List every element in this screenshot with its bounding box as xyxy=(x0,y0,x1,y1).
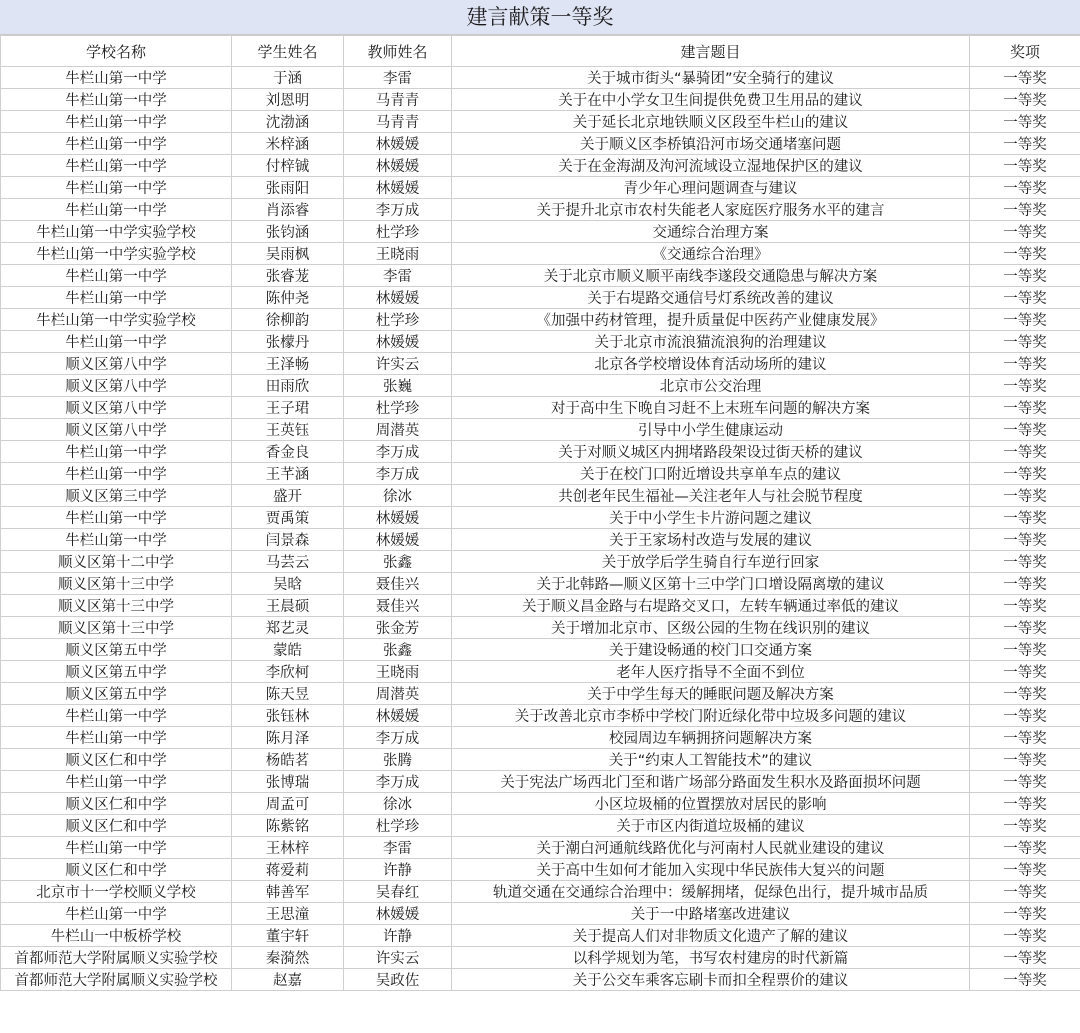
cell-award: 一等奖 xyxy=(970,111,1080,133)
table-row xyxy=(1,617,1080,639)
cell-topic: 关于市区内街道垃圾桶的建议 xyxy=(452,815,970,837)
header-school: 学校名称 xyxy=(1,36,232,67)
table-row xyxy=(1,837,1080,859)
cell-teacher: 杜学珍 xyxy=(344,397,452,419)
cell-award: 一等奖 xyxy=(970,177,1080,199)
table-row xyxy=(1,133,1080,155)
cell-teacher: 许静 xyxy=(344,925,452,947)
table-row xyxy=(1,595,1080,617)
cell-award: 一等奖 xyxy=(970,683,1080,705)
cell-award: 一等奖 xyxy=(970,639,1080,661)
cell-teacher: 周潜英 xyxy=(344,419,452,441)
cell-school: 牛栏山第一中学 xyxy=(1,265,232,287)
cell-award: 一等奖 xyxy=(970,353,1080,375)
table-row xyxy=(1,331,1080,353)
cell-teacher: 王晓雨 xyxy=(344,661,452,683)
cell-student: 杨皓茗 xyxy=(232,749,344,771)
cell-student: 赵嘉 xyxy=(232,969,344,991)
cell-student: 陈紫铭 xyxy=(232,815,344,837)
cell-student: 于涵 xyxy=(232,67,344,89)
cell-school: 牛栏山第一中学 xyxy=(1,177,232,199)
cell-teacher: 李雷 xyxy=(344,67,452,89)
cell-student: 张雨阳 xyxy=(232,177,344,199)
cell-topic: 轨道交通在交通综合治理中：缓解拥堵，促绿色出行，提升城市品质 xyxy=(452,881,970,903)
cell-topic: 关于中小学生卡片游问题之建议 xyxy=(452,507,970,529)
cell-award: 一等奖 xyxy=(970,221,1080,243)
cell-student: 张钧涵 xyxy=(232,221,344,243)
cell-student: 张钰林 xyxy=(232,705,344,727)
cell-award: 一等奖 xyxy=(970,397,1080,419)
cell-topic: 关于提高人们对非物质文化遗产了解的建议 xyxy=(452,925,970,947)
cell-award: 一等奖 xyxy=(970,309,1080,331)
cell-student: 陈月泽 xyxy=(232,727,344,749)
table-row xyxy=(1,661,1080,683)
cell-student: 周孟可 xyxy=(232,793,344,815)
cell-topic: 关于城市街头“暴骑团”安全骑行的建议 xyxy=(452,67,970,89)
table-row xyxy=(1,375,1080,397)
cell-student: 沈渤涵 xyxy=(232,111,344,133)
cell-topic: 关于在中小学女卫生间提供免费卫生用品的建议 xyxy=(452,89,970,111)
cell-award: 一等奖 xyxy=(970,815,1080,837)
cell-school: 牛栏山第一中学 xyxy=(1,727,232,749)
cell-topic: 关于在金海湖及泃河流域设立湿地保护区的建议 xyxy=(452,155,970,177)
cell-student: 马芸云 xyxy=(232,551,344,573)
cell-student: 盛开 xyxy=(232,485,344,507)
cell-topic: 校园周边车辆拥挤问题解决方案 xyxy=(452,727,970,749)
cell-teacher: 林媛媛 xyxy=(344,331,452,353)
table-row xyxy=(1,529,1080,551)
cell-teacher: 徐冰 xyxy=(344,793,452,815)
cell-teacher: 王晓雨 xyxy=(344,243,452,265)
cell-student: 董宇轩 xyxy=(232,925,344,947)
cell-topic: 关于右堤路交通信号灯系统改善的建议 xyxy=(452,287,970,309)
cell-teacher: 李万成 xyxy=(344,463,452,485)
cell-school: 顺义区第八中学 xyxy=(1,353,232,375)
table-row xyxy=(1,155,1080,177)
table-row xyxy=(1,243,1080,265)
cell-award: 一等奖 xyxy=(970,595,1080,617)
cell-student: 王晨硕 xyxy=(232,595,344,617)
table-row xyxy=(1,639,1080,661)
cell-topic: 关于宪法广场西北门至和谐广场部分路面发生积水及路面损坏问题 xyxy=(452,771,970,793)
table-row xyxy=(1,177,1080,199)
table-row xyxy=(1,925,1080,947)
cell-school: 牛栏山第一中学 xyxy=(1,705,232,727)
cell-teacher: 马青青 xyxy=(344,89,452,111)
cell-teacher: 林媛媛 xyxy=(344,529,452,551)
table-row xyxy=(1,485,1080,507)
cell-award: 一等奖 xyxy=(970,617,1080,639)
cell-award: 一等奖 xyxy=(970,573,1080,595)
cell-student: 刘恩明 xyxy=(232,89,344,111)
cell-teacher: 徐冰 xyxy=(344,485,452,507)
cell-award: 一等奖 xyxy=(970,859,1080,881)
cell-teacher: 张腾 xyxy=(344,749,452,771)
cell-topic: 关于北京市流浪猫流浪狗的治理建议 xyxy=(452,331,970,353)
cell-student: 徐柳韵 xyxy=(232,309,344,331)
cell-school: 牛栏山第一中学 xyxy=(1,837,232,859)
cell-award: 一等奖 xyxy=(970,793,1080,815)
cell-school: 顺义区仁和中学 xyxy=(1,859,232,881)
cell-award: 一等奖 xyxy=(970,155,1080,177)
cell-student: 张檬丹 xyxy=(232,331,344,353)
cell-school: 牛栏山第一中学实验学校 xyxy=(1,243,232,265)
table-row xyxy=(1,441,1080,463)
cell-topic: 关于潮白河通航线路优化与河南村人民就业建设的建议 xyxy=(452,837,970,859)
cell-student: 王英钰 xyxy=(232,419,344,441)
cell-topic: 《加强中药材管理，提升质量促中医药产业健康发展》 xyxy=(452,309,970,331)
cell-school: 牛栏山第一中学 xyxy=(1,155,232,177)
cell-award: 一等奖 xyxy=(970,67,1080,89)
cell-topic: 关于顺义昌金路与右堤路交叉口，左转车辆通过率低的建议 xyxy=(452,595,970,617)
cell-school: 牛栏山第一中学 xyxy=(1,771,232,793)
cell-school: 牛栏山第一中学 xyxy=(1,111,232,133)
cell-topic: 关于公交车乘客忘刷卡而扣全程票价的建议 xyxy=(452,969,970,991)
cell-topic: 关于高中生如何才能加入实现中华民族伟大复兴的问题 xyxy=(452,859,970,881)
cell-topic: 关于“约束人工智能技术”的建议 xyxy=(452,749,970,771)
cell-award: 一等奖 xyxy=(970,441,1080,463)
cell-topic: 关于中学生每天的睡眠问题及解决方案 xyxy=(452,683,970,705)
cell-school: 北京市十一学校顺义学校 xyxy=(1,881,232,903)
cell-teacher: 许实云 xyxy=(344,947,452,969)
cell-award: 一等奖 xyxy=(970,287,1080,309)
table-row xyxy=(1,353,1080,375)
cell-school: 顺义区第八中学 xyxy=(1,375,232,397)
cell-award: 一等奖 xyxy=(970,89,1080,111)
cell-teacher: 杜学珍 xyxy=(344,815,452,837)
cell-topic: 北京各学校增设体育活动场所的建议 xyxy=(452,353,970,375)
cell-student: 陈仲尧 xyxy=(232,287,344,309)
cell-teacher: 张巍 xyxy=(344,375,452,397)
cell-school: 牛栏山第一中学 xyxy=(1,67,232,89)
cell-teacher: 林媛媛 xyxy=(344,903,452,925)
table-row xyxy=(1,419,1080,441)
cell-teacher: 林媛媛 xyxy=(344,507,452,529)
cell-topic: 交通综合治理方案 xyxy=(452,221,970,243)
cell-school: 牛栏山第一中学 xyxy=(1,133,232,155)
cell-award: 一等奖 xyxy=(970,925,1080,947)
table-row xyxy=(1,749,1080,771)
table-row xyxy=(1,969,1080,991)
cell-topic: 关于王家场村改造与发展的建议 xyxy=(452,529,970,551)
cell-topic: 关于一中路堵塞改进建议 xyxy=(452,903,970,925)
cell-award: 一等奖 xyxy=(970,265,1080,287)
table-row xyxy=(1,67,1080,89)
header-topic: 建言题目 xyxy=(452,36,970,67)
cell-school: 顺义区第三中学 xyxy=(1,485,232,507)
cell-award: 一等奖 xyxy=(970,947,1080,969)
cell-teacher: 林媛媛 xyxy=(344,133,452,155)
table-row xyxy=(1,859,1080,881)
table-row xyxy=(1,793,1080,815)
cell-school: 牛栏山第一中学 xyxy=(1,507,232,529)
cell-teacher: 李雷 xyxy=(344,265,452,287)
cell-student: 贾禹策 xyxy=(232,507,344,529)
cell-school: 牛栏山第一中学 xyxy=(1,529,232,551)
cell-award: 一等奖 xyxy=(970,661,1080,683)
cell-award: 一等奖 xyxy=(970,771,1080,793)
cell-school: 牛栏山第一中学 xyxy=(1,199,232,221)
cell-student: 王林梓 xyxy=(232,837,344,859)
cell-school: 顺义区仁和中学 xyxy=(1,749,232,771)
cell-award: 一等奖 xyxy=(970,419,1080,441)
cell-teacher: 张鑫 xyxy=(344,551,452,573)
cell-topic: 关于延长北京地铁顺义区段至牛栏山的建议 xyxy=(452,111,970,133)
table-row xyxy=(1,309,1080,331)
cell-school: 牛栏山第一中学 xyxy=(1,287,232,309)
cell-topic: 关于在校门口附近增设共享单车点的建议 xyxy=(452,463,970,485)
cell-student: 王思潼 xyxy=(232,903,344,925)
cell-award: 一等奖 xyxy=(970,705,1080,727)
cell-teacher: 杜学珍 xyxy=(344,309,452,331)
table-row xyxy=(1,947,1080,969)
cell-topic: 引导中小学生健康运动 xyxy=(452,419,970,441)
cell-teacher: 聂佳兴 xyxy=(344,573,452,595)
cell-topic: 关于顺义区李桥镇沿河市场交通堵塞问题 xyxy=(452,133,970,155)
table-row xyxy=(1,573,1080,595)
table-row xyxy=(1,705,1080,727)
cell-teacher: 林媛媛 xyxy=(344,705,452,727)
table-row xyxy=(1,771,1080,793)
cell-student: 闫景森 xyxy=(232,529,344,551)
cell-student: 秦漪然 xyxy=(232,947,344,969)
table-body xyxy=(1,67,1080,991)
cell-teacher: 林媛媛 xyxy=(344,287,452,309)
cell-award: 一等奖 xyxy=(970,749,1080,771)
cell-teacher: 林媛媛 xyxy=(344,177,452,199)
cell-student: 王子珺 xyxy=(232,397,344,419)
cell-student: 王芊涵 xyxy=(232,463,344,485)
header-award: 奖项 xyxy=(970,36,1080,67)
cell-school: 牛栏山第一中学 xyxy=(1,463,232,485)
table-row xyxy=(1,683,1080,705)
cell-school: 顺义区第五中学 xyxy=(1,639,232,661)
cell-topic: 对于高中生下晚自习赶不上末班车问题的解决方案 xyxy=(452,397,970,419)
cell-teacher: 林媛媛 xyxy=(344,155,452,177)
cell-teacher: 周潜英 xyxy=(344,683,452,705)
cell-student: 蒋爱莉 xyxy=(232,859,344,881)
cell-topic: 关于对顺义城区内拥堵路段架设过街天桥的建议 xyxy=(452,441,970,463)
cell-topic: 关于北韩路—顺义区第十三中学门口增设隔离墩的建议 xyxy=(452,573,970,595)
header-student: 学生姓名 xyxy=(232,36,344,67)
cell-topic: 关于北京市顺义顺平南线李遂段交通隐患与解决方案 xyxy=(452,265,970,287)
cell-student: 郑艺灵 xyxy=(232,617,344,639)
table-row xyxy=(1,265,1080,287)
cell-student: 张博瑞 xyxy=(232,771,344,793)
table-row xyxy=(1,727,1080,749)
cell-school: 顺义区第八中学 xyxy=(1,397,232,419)
cell-school: 牛栏山第一中学 xyxy=(1,331,232,353)
cell-school: 顺义区第五中学 xyxy=(1,661,232,683)
cell-award: 一等奖 xyxy=(970,881,1080,903)
table-header-row xyxy=(1,36,1080,67)
cell-student: 田雨欣 xyxy=(232,375,344,397)
cell-award: 一等奖 xyxy=(970,133,1080,155)
table-row xyxy=(1,287,1080,309)
cell-student: 吴晗 xyxy=(232,573,344,595)
table-row xyxy=(1,89,1080,111)
cell-student: 蒙皓 xyxy=(232,639,344,661)
cell-school: 牛栏山第一中学 xyxy=(1,89,232,111)
cell-school: 顺义区第十三中学 xyxy=(1,573,232,595)
cell-student: 香金良 xyxy=(232,441,344,463)
cell-teacher: 吴春红 xyxy=(344,881,452,903)
cell-school: 牛栏山第一中学 xyxy=(1,441,232,463)
table-row xyxy=(1,463,1080,485)
cell-teacher: 李万成 xyxy=(344,727,452,749)
header-teacher: 教师姓名 xyxy=(344,36,452,67)
cell-award: 一等奖 xyxy=(970,243,1080,265)
cell-student: 米梓涵 xyxy=(232,133,344,155)
cell-teacher: 马青青 xyxy=(344,111,452,133)
cell-award: 一等奖 xyxy=(970,529,1080,551)
cell-award: 一等奖 xyxy=(970,727,1080,749)
cell-award: 一等奖 xyxy=(970,199,1080,221)
table-row xyxy=(1,507,1080,529)
cell-award: 一等奖 xyxy=(970,837,1080,859)
cell-topic: 关于增加北京市、区级公园的生物在线识别的建议 xyxy=(452,617,970,639)
cell-topic: 老年人医疗指导不全面不到位 xyxy=(452,661,970,683)
table-row xyxy=(1,903,1080,925)
cell-teacher: 李万成 xyxy=(344,199,452,221)
cell-student: 李欣柯 xyxy=(232,661,344,683)
cell-topic: 关于建设畅通的校门口交通方案 xyxy=(452,639,970,661)
cell-teacher: 张金芳 xyxy=(344,617,452,639)
cell-teacher: 许静 xyxy=(344,859,452,881)
cell-student: 肖添睿 xyxy=(232,199,344,221)
cell-topic: 关于提升北京市农村失能老人家庭医疗服务水平的建言 xyxy=(452,199,970,221)
page-title: 建言献策一等奖 xyxy=(0,0,1080,35)
cell-student: 吴雨枫 xyxy=(232,243,344,265)
table-row xyxy=(1,551,1080,573)
cell-school: 首都师范大学附属顺义实验学校 xyxy=(1,969,232,991)
cell-school: 顺义区第十三中学 xyxy=(1,617,232,639)
cell-award: 一等奖 xyxy=(970,903,1080,925)
cell-school: 牛栏山第一中学 xyxy=(1,903,232,925)
cell-school: 顺义区第五中学 xyxy=(1,683,232,705)
cell-student: 王泽畅 xyxy=(232,353,344,375)
cell-topic: 以科学规划为笔，书写农村建房的时代新篇 xyxy=(452,947,970,969)
cell-award: 一等奖 xyxy=(970,969,1080,991)
table-row xyxy=(1,881,1080,903)
cell-school: 顺义区第十三中学 xyxy=(1,595,232,617)
cell-teacher: 聂佳兴 xyxy=(344,595,452,617)
cell-topic: 共创老年民生福祉—关注老年人与社会脱节程度 xyxy=(452,485,970,507)
table-row xyxy=(1,815,1080,837)
cell-topic: 《交通综合治理》 xyxy=(452,243,970,265)
cell-school: 牛栏山第一中学实验学校 xyxy=(1,309,232,331)
table-row xyxy=(1,111,1080,133)
cell-teacher: 吴政佐 xyxy=(344,969,452,991)
cell-award: 一等奖 xyxy=(970,375,1080,397)
award-table xyxy=(0,35,1080,991)
table-row xyxy=(1,221,1080,243)
cell-topic: 关于改善北京市李桥中学校门附近绿化带中垃圾多问题的建议 xyxy=(452,705,970,727)
table-row xyxy=(1,397,1080,419)
cell-school: 顺义区第八中学 xyxy=(1,419,232,441)
cell-teacher: 李雷 xyxy=(344,837,452,859)
cell-student: 陈天昱 xyxy=(232,683,344,705)
cell-teacher: 张鑫 xyxy=(344,639,452,661)
cell-student: 张睿茏 xyxy=(232,265,344,287)
cell-teacher: 李万成 xyxy=(344,441,452,463)
cell-topic: 小区垃圾桶的位置摆放对居民的影响 xyxy=(452,793,970,815)
cell-teacher: 李万成 xyxy=(344,771,452,793)
cell-topic: 青少年心理问题调查与建议 xyxy=(452,177,970,199)
cell-award: 一等奖 xyxy=(970,507,1080,529)
cell-student: 韩善军 xyxy=(232,881,344,903)
cell-student: 付梓铖 xyxy=(232,155,344,177)
cell-school: 牛栏山一中板桥学校 xyxy=(1,925,232,947)
cell-topic: 关于放学后学生骑自行车逆行回家 xyxy=(452,551,970,573)
cell-school: 首都师范大学附属顺义实验学校 xyxy=(1,947,232,969)
cell-teacher: 许实云 xyxy=(344,353,452,375)
cell-award: 一等奖 xyxy=(970,485,1080,507)
cell-award: 一等奖 xyxy=(970,551,1080,573)
cell-award: 一等奖 xyxy=(970,463,1080,485)
cell-topic: 北京市公交治理 xyxy=(452,375,970,397)
table-row xyxy=(1,199,1080,221)
cell-school: 顺义区第十二中学 xyxy=(1,551,232,573)
cell-school: 顺义区仁和中学 xyxy=(1,793,232,815)
cell-award: 一等奖 xyxy=(970,331,1080,353)
cell-school: 顺义区仁和中学 xyxy=(1,815,232,837)
cell-school: 牛栏山第一中学实验学校 xyxy=(1,221,232,243)
cell-teacher: 杜学珍 xyxy=(344,221,452,243)
